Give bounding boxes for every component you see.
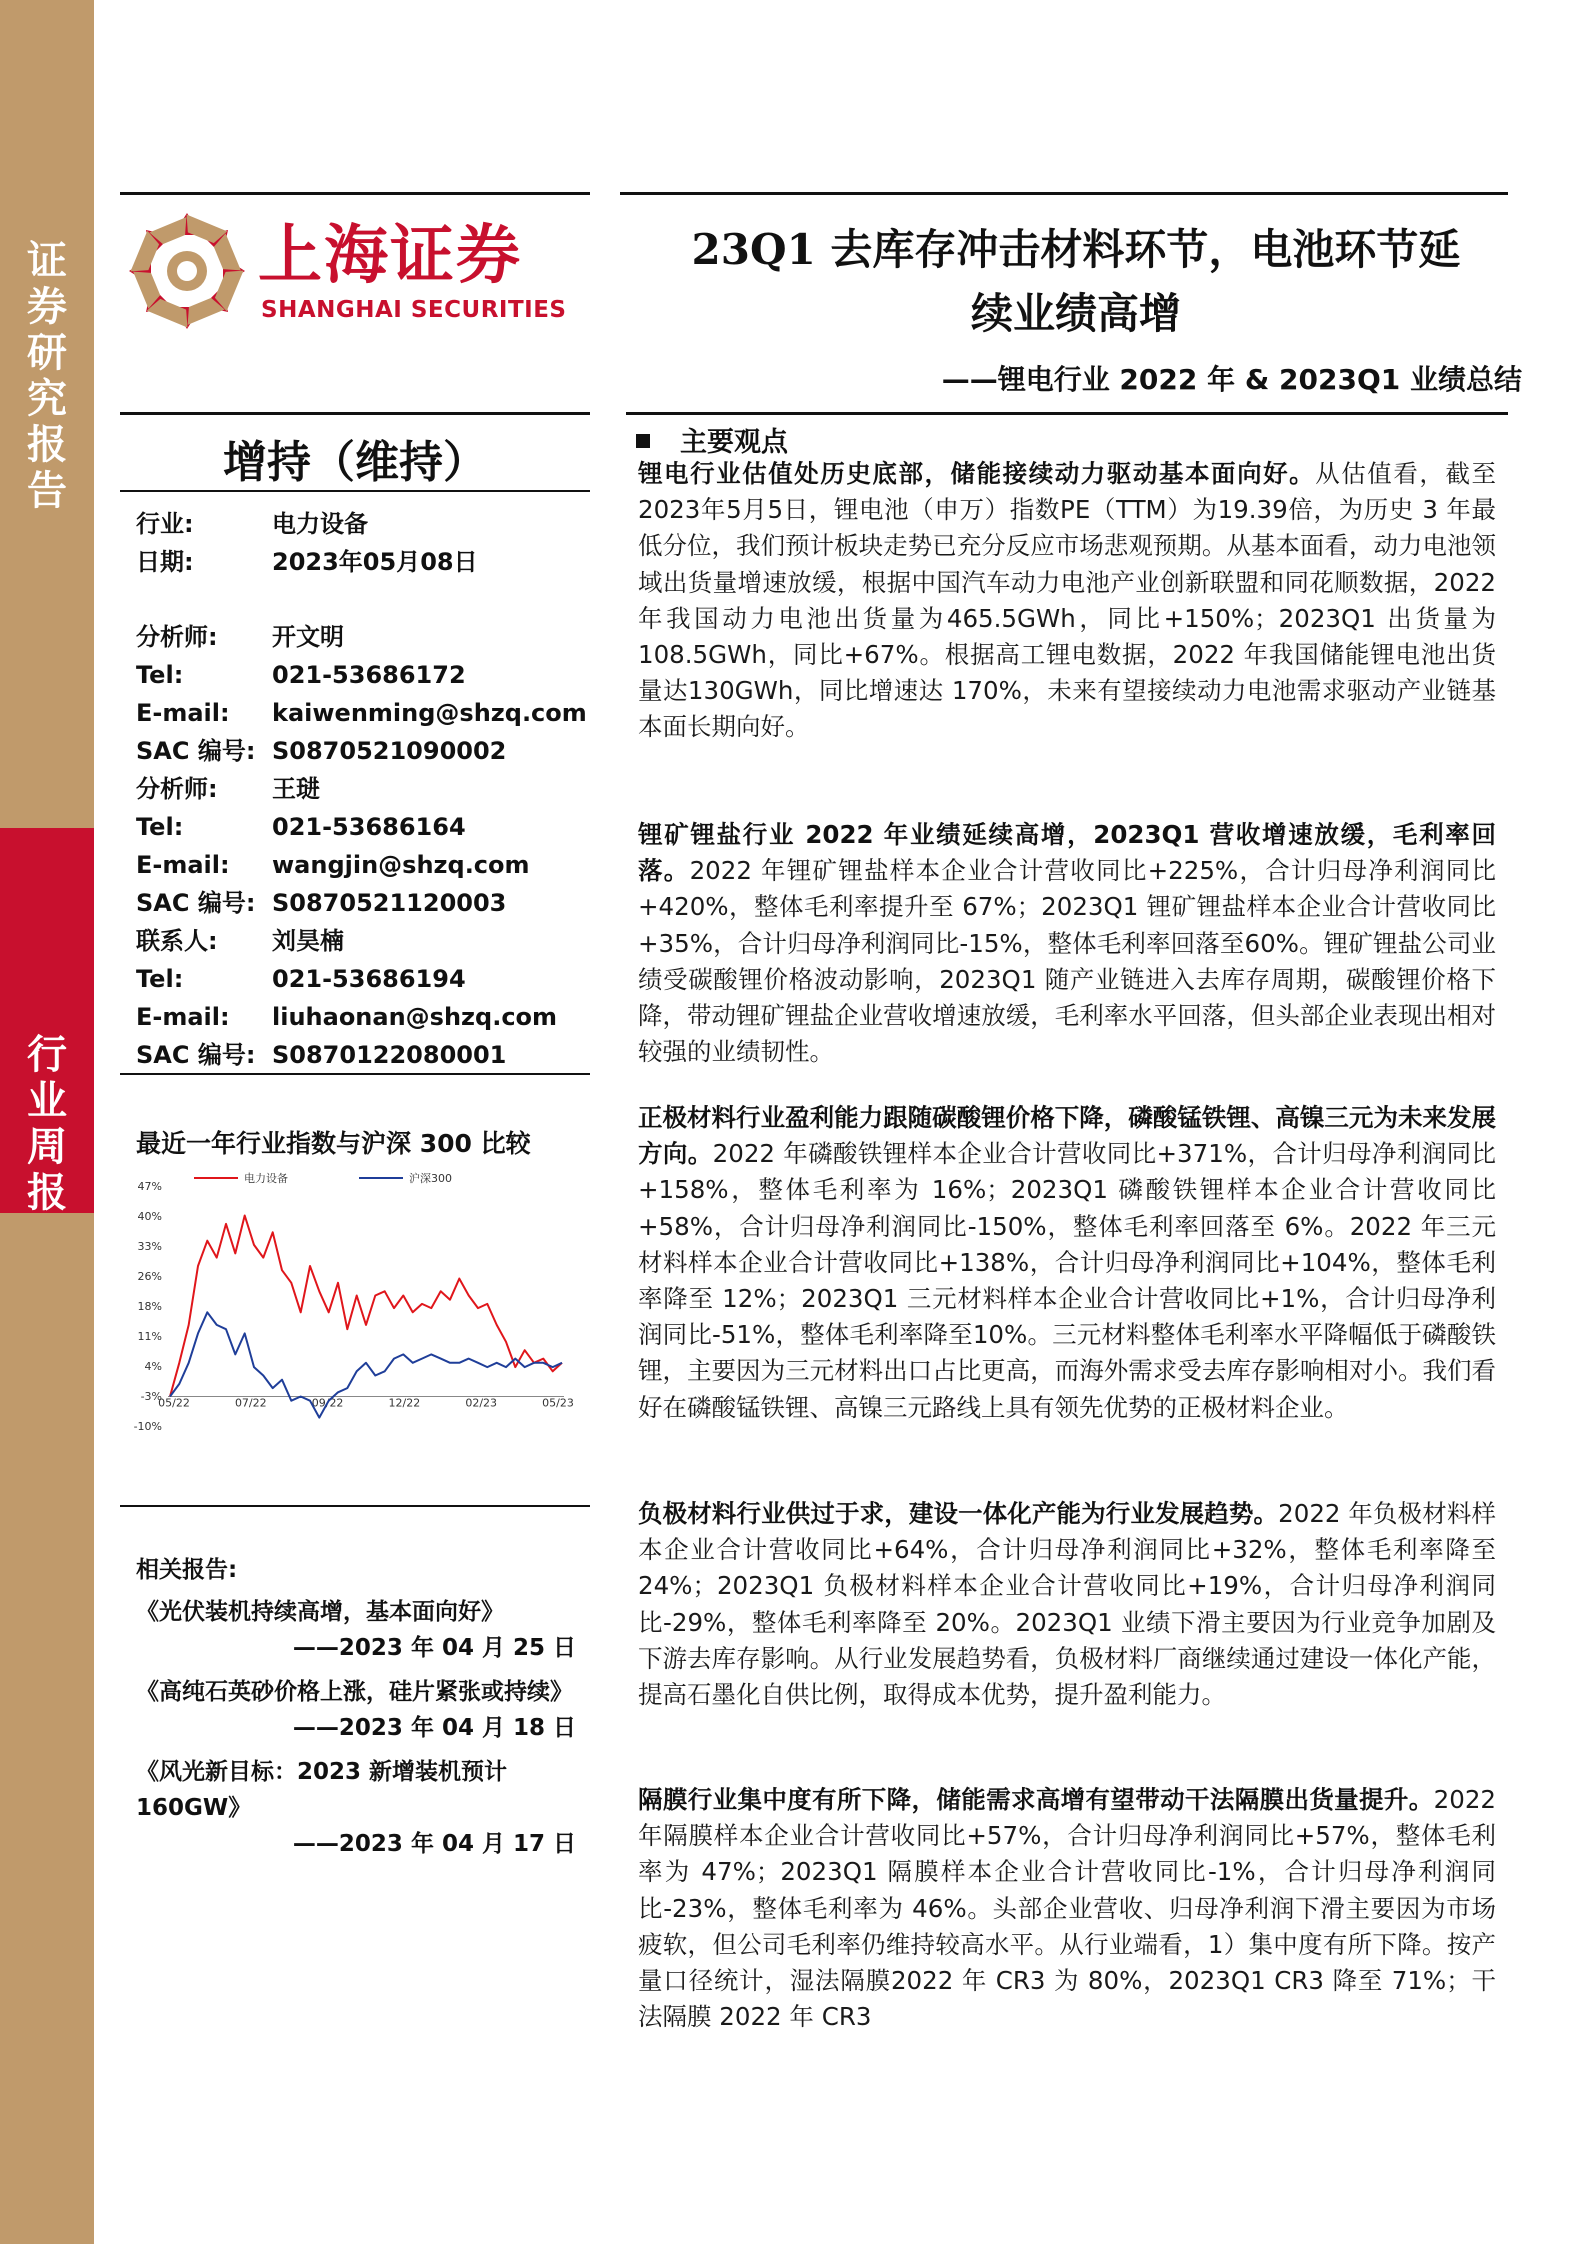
chart-x-tick-label: 12/22 [388,1396,421,1410]
side-band-gold-bottom [0,1213,94,2244]
side-label-weekly [0,1032,94,1216]
info-value: 电力设备 [272,510,368,538]
analyst-row [136,656,587,694]
related-report-date: ——2023 年 04 月 17 日 [292,1831,576,1857]
chart-y-tick-label: 11% [137,1330,162,1343]
analyst-label: E-mail: [136,1003,230,1031]
analyst-label: Tel: [136,965,184,993]
analyst-row [136,1036,587,1074]
analyst-value: 021-53686194 [272,965,466,993]
info-value: 2023年05月08日 [272,548,478,576]
analyst-row [136,694,587,732]
analyst-row [136,618,587,656]
info-row [136,505,478,543]
square-bullet-icon [636,434,650,448]
paragraph-lead: 锂电行业估值处历史底部，储能接续动力驱动基本面向好。 [638,459,1316,488]
chart-y-tick-label: 26% [137,1270,162,1283]
logo-chinese-name: 上海证券 [258,219,522,293]
chart-series-line-power-equipment [170,1216,562,1397]
report-subtitle: ——锂电行业 2022 年 & 2023Q1 业绩总结 [941,363,1522,396]
analyst-label: SAC 编号: [136,889,256,917]
analyst-value: S0870521120003 [272,889,507,917]
analyst-value: liuhaonan@shzq.com [272,1003,558,1031]
paragraph-body: 2022 年锂矿锂盐样本企业合计营收同比+225%，合计归母净利润同比+420%，整体毛利率提升至 67%；2023Q1 锂矿锂盐样本企业合计营收同比+35%，合计归母净利润同比-15%，整体毛利率回落至60%。锂矿锂盐公司业绩受碳酸锂价格波动影响，2023Q1 随产业链进入去库存周期，碳酸锂价格下降，带动锂矿锂盐企业营收增速放缓，毛利率水平回落，但头部企业表现出相对较强的业绩韧性。 [638,856,1496,1067]
chart-title: 最近一年行业指数与沪深 300 比较 [136,1129,531,1158]
report-title-line-1: 23Q1 去库存冲击材料环节，电池环节延 [691,225,1461,274]
analyst-value: 021-53686172 [272,661,466,689]
paragraph-body: 2022 年磷酸铁锂样本企业合计营收同比+371%，合计归母净利润同比+158%，整体毛利率为 16%；2023Q1 磷酸铁锂样本企业合计营收同比+58%，合计归母净利润同比-150%，整体毛利率回落至 6%。2022 年三元材料样本企业合计营收同比+138%，合计归母净利润同比+104%，整体毛利率降至 12%；2023Q1 三元材料样本企业合计营收同比+1%，合计归母净利润同比-51%，整体毛利率降至10%。三元材料整体毛利率水平降幅低于磷酸铁锂，主要因为三元材料出口占比更高，而海外需求受去库存影响相对小。我们看好在磷酸锰铁锂、高镍三元路线上具有领先优势的正极材料企业。 [638,1139,1496,1422]
analyst-row [136,846,587,884]
rating-rule-bottom [120,490,590,492]
analyst-row [136,770,587,808]
side-label-report-type-char: 告 [27,468,67,514]
chart-y-tick-label: 18% [137,1300,162,1313]
paragraph-body: 2022 年隔膜样本企业合计营收同比+57%，合计归母净利润同比+57%，整体毛利率为 47%；2023Q1 隔膜样本企业合计营收同比-1%，合计归母净利润同比-23%，整体毛利率为 46%。头部企业营收、归母净利润下滑主要因为市场疲软，但公司毛利率仍维持较高水平。从行业端看，1）集中度有所下降。按产量口径统计，湿法隔膜2022 年 CR3 为 80%，2023Q1 CR3 降至 71%；干法隔膜 2022 年 CR3 [638,1785,1496,2032]
subtitle-rule [626,412,1508,415]
side-label-weekly-char: 行 [27,1032,67,1078]
paragraph-lead: 锂矿锂盐行业 2022 年业绩延续高增，2023Q1 营收增速放缓，毛利率回落。 [638,820,1496,886]
chart-y-tick-label: 40% [137,1210,162,1223]
paragraph-lead: 正极材料行业盈利能力跟随碳酸锂价格下降，磷酸锰铁锂、高镍三元为未来发展方向。 [638,1103,1496,1169]
analyst-value: wangjin@shzq.com [272,851,530,879]
logo-english-name: SHANGHAI SECURITIES [261,297,567,323]
analyst-label: Tel: [136,813,184,841]
analyst-row [136,998,587,1036]
paragraph-cathode [638,1100,1496,1426]
paragraph-lead: 隔膜行业集中度有所下降，储能需求高增有望带动干法隔膜出货量提升。 [638,1785,1434,1814]
analyst-label: E-mail: [136,699,230,727]
chart-x-tick-label: 05/22 [158,1396,190,1410]
chart-series-line-csi300 [170,1312,562,1417]
analyst-row [136,960,587,998]
analyst-label: 联系人: [136,927,218,955]
rating-rule-top [120,412,590,415]
analyst-label: SAC 编号: [136,1041,256,1069]
side-label-report-type-char: 究 [27,376,67,422]
related-report-title[interactable]: 《高纯石英砂价格上涨，硅片紧张或持续》 [136,1679,573,1705]
paragraph-separator [638,1782,1496,2035]
related-report-date: ——2023 年 04 月 25 日 [292,1635,576,1661]
paragraph-valuation [638,456,1496,746]
analyst-value: 开文明 [272,623,344,651]
header-rule-left [120,192,590,195]
analyst-label: 分析师: [136,775,218,803]
paragraph-lithium-mining [638,817,1496,1070]
chart-x-tick-label: 07/22 [234,1396,267,1410]
side-label-report-type-char: 研 [27,330,67,376]
related-reports-list [136,1594,584,1862]
contacts-rule [120,1073,590,1075]
paragraph-lead: 负极材料行业供过于求，建设一体化产能为行业发展趋势。 [638,1499,1279,1528]
paragraph-body: 2022 年负极材料样本企业合计营收同比+64%，合计归母净利润同比+32%，整体毛利率降至 24%；2023Q1 负极材料样本企业合计营收同比+19%，合计归母净利润同比-29%，整体毛利率降至 20%。2023Q1 业绩下滑主要因为行业竞争加剧及下游去库存影响。从行业发展趋势看，负极材料厂商继续通过建设一体化产能，提高石墨化自供比例，取得成本优势，提升盈利能力。 [638,1499,1497,1710]
index-comparison-chart [124,1164,590,1484]
analyst-value: S0870122080001 [272,1041,507,1069]
side-label-weekly-char: 报 [27,1170,67,1216]
info-label: 行业: [136,510,194,538]
analyst-row [136,922,587,960]
chart-y-tick-label: -10% [133,1420,162,1433]
analyst-value: 021-53686164 [272,813,466,841]
section-heading-text: 主要观点 [680,427,788,458]
chart-x-tick-label: 05/23 [542,1396,574,1410]
related-reports [136,1552,584,1870]
chart-y-tick-label: 33% [137,1240,162,1253]
related-report-title[interactable]: 《光伏装机持续高增，基本面向好》 [136,1599,504,1625]
analyst-contacts [136,618,587,1074]
related-report-title[interactable]: 《风光新目标：2023 新增装机预计160GW》 [136,1759,508,1821]
chart-x-tick-label: 02/23 [465,1396,498,1410]
analyst-label: SAC 编号: [136,737,256,765]
side-label-report-type-char: 证 [27,238,67,284]
analyst-value: 刘昊楠 [272,927,344,955]
report-title-line-2: 续业绩高增 [970,289,1181,338]
analyst-row [136,808,587,846]
paragraph-body: 从估值看，截至2023年5月5日，锂电池（申万）指数PE（TTM）为19.39倍，为历史 3 年最低分位，我们预计板块走势已充分反应市场悲观预期。从基本面看，动力电池领域出货量增速放缓，根据中国汽车动力电池产业创新联盟和同花顺数据，2022 年我国动力电池出货量为465.5GWh，同比+150%；2023Q1 出货量为 108.5GWh，同比+67%。根据高工锂电数据，2022 年我国储能锂电池出货量达130GWh，同比增速达 170%，未来有望接续动力电池需求驱动产业链基本面长期向好。 [638,459,1496,742]
side-label-report-type [0,238,94,514]
side-label-weekly-char: 业 [27,1078,67,1124]
analyst-label: E-mail: [136,851,230,879]
chart-y-tick-label: 47% [137,1180,162,1193]
chart-y-tick-label: 4% [144,1360,162,1373]
side-label-report-type-char: 报 [27,422,67,468]
paragraph-anode [638,1496,1496,1713]
analyst-row [136,732,587,770]
chart-x-tick-label: 09/22 [311,1396,344,1410]
chart-rule [120,1505,590,1507]
side-label-weekly-char: 周 [27,1124,67,1170]
analyst-value: 王琎 [272,775,320,803]
chart-y-tick-label: -3% [140,1390,162,1403]
report-title [626,218,1526,346]
related-report-date: ——2023 年 04 月 18 日 [292,1715,576,1741]
section-heading [636,420,788,459]
industry-date-info [136,505,478,581]
chart-legend-label: 沪深300 [409,1172,452,1185]
analyst-label: 分析师: [136,623,218,651]
analyst-value: S0870521090002 [272,737,507,765]
info-label: 日期: [136,548,194,576]
side-label-report-type-char: 券 [27,284,67,330]
shanghai-securities-logo-icon [126,210,248,332]
rating: 增持（维持） [223,437,487,488]
analyst-label: Tel: [136,661,184,689]
analyst-row [136,884,587,922]
info-row [136,543,478,581]
analyst-value: kaiwenming@shzq.com [272,699,587,727]
related-reports-title: 相关报告: [136,1557,238,1583]
header-rule-right [620,192,1508,195]
chart-legend-label: 电力设备 [244,1172,288,1185]
